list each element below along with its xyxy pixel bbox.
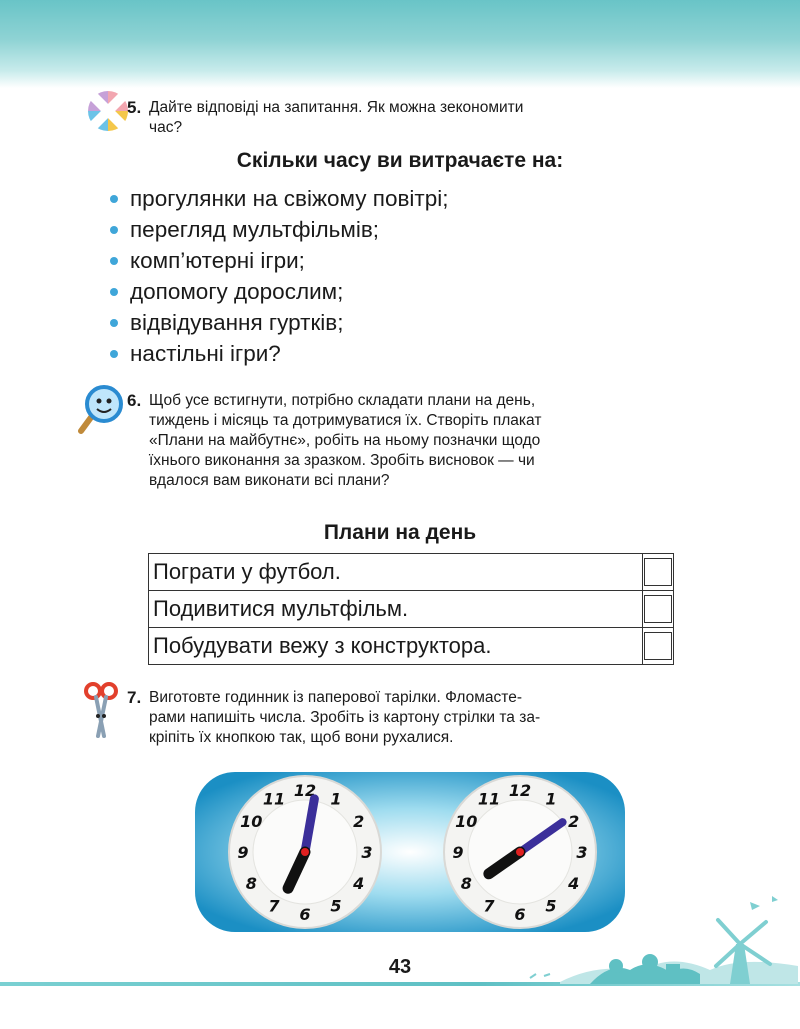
plan-checkbox[interactable] <box>644 632 672 660</box>
clock-numeral: 11 <box>262 789 286 809</box>
clock-numeral: 4 <box>568 874 580 893</box>
clock-numeral: 1 <box>545 789 557 809</box>
clock-numeral: 2 <box>568 812 580 831</box>
clock-numeral: 4 <box>353 874 365 893</box>
task6-line: тиждень і місяць та дотримуватися їх. Створіть плакат <box>149 412 542 429</box>
plan-checkbox[interactable] <box>644 595 672 623</box>
clock-numeral: 6 <box>514 905 526 924</box>
table-row <box>149 554 674 591</box>
task5-number: 5. <box>127 98 142 117</box>
plan-label: Побудувати вежу з конструктора. <box>149 628 643 665</box>
plan-label: Подивитися мультфільм. <box>149 591 643 628</box>
clock-numeral: 6 <box>299 905 311 924</box>
plans-table <box>148 553 674 665</box>
scissors-icon <box>82 680 120 740</box>
list-item: прогулянки на свіжому повітрі; <box>110 183 448 214</box>
table-row <box>149 628 674 665</box>
list-item: допомогу дорослим; <box>110 276 448 307</box>
clock-left <box>229 776 381 928</box>
clock-numeral: 2 <box>353 812 365 831</box>
clock-numeral: 5 <box>330 896 342 916</box>
table-row <box>149 591 674 628</box>
list-item: комп’ютерні ігри; <box>110 245 448 276</box>
list-item: відвідування гуртків; <box>110 307 448 338</box>
windmill-landscape-decoration <box>520 892 798 984</box>
clock-numeral: 7 <box>268 896 280 916</box>
task5-text-line1: Дайте відповіді на запитання. Як можна зекономити <box>149 99 524 116</box>
plans-table-title: Плани на день <box>323 521 477 544</box>
task6-line: «Плани на майбутнє», робіть на ньому позначки щодо <box>149 432 541 449</box>
clock-numeral: 1 <box>330 789 342 809</box>
task7-line: рами напишіть числа. Зробіть із картону стрілки та за- <box>149 709 541 726</box>
task6-line: Щоб усе встигнути, потрібно складати плани на день, <box>149 392 536 409</box>
clock-numeral: 12 <box>293 781 317 800</box>
list-item: перегляд мультфільмів; <box>110 214 448 245</box>
clock-numeral: 3 <box>361 843 373 862</box>
task6-number: 6. <box>127 391 142 410</box>
clock-numeral: 10 <box>240 812 263 831</box>
clock-numeral: 9 <box>452 843 464 862</box>
clock-numeral: 8 <box>245 874 257 893</box>
task7-line: Виготовте годинник із паперової тарілки. Фломасте- <box>149 689 523 706</box>
magnifier-icon <box>78 384 124 434</box>
list-item: настільні ігри? <box>110 338 448 369</box>
time-question-list <box>110 183 448 369</box>
task7-number: 7. <box>127 688 142 707</box>
page-number: 43 <box>388 956 412 978</box>
plan-label: Пограти у футбол. <box>149 554 643 591</box>
clock-numeral: 9 <box>237 843 249 862</box>
clock-numeral: 8 <box>460 874 472 893</box>
clock-numeral: 7 <box>483 896 495 916</box>
clock-numeral: 10 <box>455 812 478 831</box>
task5-heading: Скільки часу ви витрачаєте на: <box>236 149 564 172</box>
top-header-band <box>0 0 800 88</box>
clock-numeral: 5 <box>545 896 557 916</box>
task6-line: вдалося вам виконати всі плани? <box>149 472 390 489</box>
clock-numeral: 3 <box>576 843 588 862</box>
plan-checkbox[interactable] <box>644 558 672 586</box>
task6-line: їхнього виконання за зразком. Зробіть висновок — чи <box>149 452 535 469</box>
clock-numeral: 11 <box>477 789 501 809</box>
clock-numeral: 12 <box>508 781 532 800</box>
task5-text-line2: час? <box>149 119 183 136</box>
task7-line: кріпіть їх кнопкою так, щоб вони рухалися. <box>149 729 454 746</box>
color-wheel-icon <box>86 89 130 133</box>
